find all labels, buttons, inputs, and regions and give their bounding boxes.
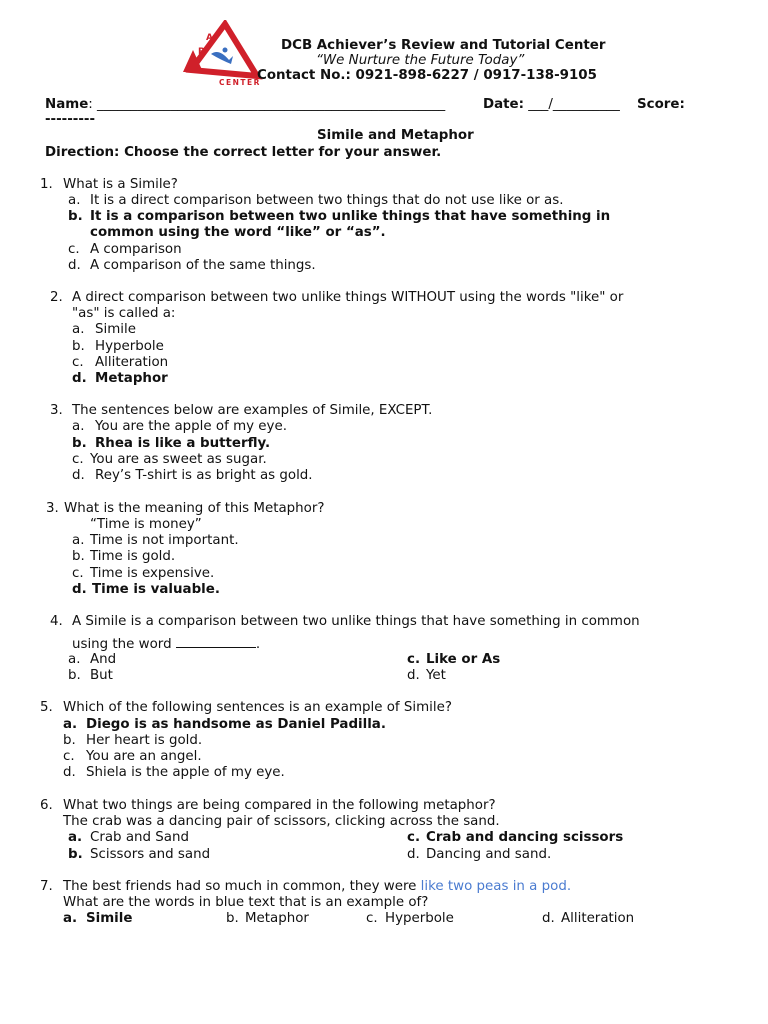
page-title: Simile and Metaphor (317, 128, 474, 143)
question-number: 1. (40, 177, 53, 192)
name-field[interactable] (45, 97, 445, 112)
option-letter[interactable]: a. (72, 533, 85, 548)
contact-info: Contact No.: 0921-898-6227 / 0917-138-9105 (257, 68, 597, 83)
option-letter[interactable]: d. (542, 911, 555, 926)
date-line: ___/__________ (524, 97, 620, 112)
option-text: A comparison of the same things. (90, 258, 316, 273)
question-text: A direct comparison between two unlike things WITHOUT using the words "like" or (72, 290, 624, 305)
date-label: Date: (483, 97, 524, 112)
option-letter[interactable]: d. (407, 668, 420, 683)
name-label: Name (45, 97, 89, 112)
date-field[interactable] (483, 97, 620, 112)
option-letter[interactable]: a. (63, 911, 78, 926)
question-text-period: . (255, 637, 261, 652)
option-letter[interactable]: a. (68, 193, 81, 208)
option-text: It is a comparison between two unlike things that have something in (90, 209, 611, 224)
option-text: Simile (95, 322, 136, 337)
option-text: You are as sweet as sugar. (90, 452, 267, 467)
option-letter[interactable]: b. (68, 668, 81, 683)
option-text: But (90, 668, 113, 683)
option-letter[interactable]: b. (72, 339, 85, 354)
option-letter[interactable]: d. (72, 371, 87, 386)
answer-blank (176, 635, 256, 648)
option-text: Time is not important. (90, 533, 239, 548)
option-text-cont: common using the word “like” or “as”. (90, 225, 386, 240)
option-letter[interactable]: b. (226, 911, 239, 926)
score-line: --------- (45, 112, 96, 127)
svg-text:R: R (198, 47, 205, 57)
question-text: What two things are being compared in the following metaphor? (63, 798, 496, 813)
option-text: Time is valuable. (92, 582, 220, 597)
center-logo (181, 20, 263, 88)
option-text: Dancing and sand. (426, 847, 552, 862)
metaphor-sentence: The crab was a dancing pair of scissors, clicking across the sand. (63, 814, 500, 829)
question-number: 2. (50, 290, 63, 305)
option-letter[interactable]: c. (63, 749, 75, 764)
option-text: Rey’s T-shirt is as bright as gold. (95, 468, 313, 483)
question-text-cont: What are the words in blue text that is an example of? (63, 895, 429, 910)
question-text-cont (72, 635, 260, 652)
option-text: Time is gold. (90, 549, 176, 564)
option-letter[interactable]: a. (72, 419, 85, 434)
question-text-main: The best friends had so much in common, they were (63, 879, 421, 894)
svg-text:A: A (206, 33, 213, 43)
question-text: What is a Simile? (63, 177, 178, 192)
highlighted-phrase: like two peas in a pod. (420, 879, 572, 894)
question-text-cont: "as" is called a: (72, 306, 176, 321)
option-letter[interactable]: d. (72, 582, 87, 597)
org-name: DCB Achiever’s Review and Tutorial Center (281, 38, 606, 53)
option-letter[interactable]: c. (72, 355, 84, 370)
option-letter[interactable]: b. (68, 847, 83, 862)
direction: Direction: Choose the correct letter for your answer. (45, 145, 442, 160)
option-letter[interactable]: a. (68, 652, 81, 667)
option-text: And (90, 652, 117, 667)
option-text: Diego is as handsome as Daniel Padilla. (86, 717, 386, 732)
option-text: Scissors and sand (90, 847, 211, 862)
option-text: Hyperbole (385, 911, 454, 926)
option-text: Shiela is the apple of my eye. (86, 765, 285, 780)
option-letter[interactable]: d. (407, 847, 420, 862)
question-text: Which of the following sentences is an example of Simile? (63, 700, 452, 715)
option-letter[interactable]: c. (366, 911, 378, 926)
question-text (63, 879, 571, 894)
question-text: A Simile is a comparison between two unlike things that have something in common (72, 614, 640, 629)
option-letter[interactable]: c. (72, 566, 84, 581)
question-text: The sentences below are examples of Simile, EXCEPT. (72, 403, 433, 418)
option-letter[interactable]: b. (63, 733, 76, 748)
question-number: 3. (46, 501, 59, 516)
svg-text:CENTER: CENTER (219, 78, 261, 87)
question-number: 4. (50, 614, 63, 629)
option-text: Like or As (426, 652, 501, 667)
quoted-metaphor: “Time is money” (90, 517, 202, 532)
option-text: Alliteration (95, 355, 169, 370)
option-letter[interactable]: d. (63, 765, 76, 780)
question-text-cont-label: using the word (72, 637, 172, 652)
option-text: Her heart is gold. (86, 733, 203, 748)
option-letter[interactable]: b. (72, 436, 87, 451)
option-letter[interactable]: c. (72, 452, 84, 467)
option-letter[interactable]: a. (63, 717, 78, 732)
option-letter[interactable]: a. (72, 322, 85, 337)
svg-text:T: T (194, 60, 201, 70)
option-text: Simile (86, 911, 133, 926)
option-text: Hyperbole (95, 339, 164, 354)
option-letter[interactable]: c. (407, 652, 421, 667)
tagline: “We Nurture the Future Today” (316, 53, 525, 68)
question-number: 6. (40, 798, 53, 813)
option-text: You are an angel. (86, 749, 202, 764)
option-text: Metaphor (245, 911, 309, 926)
question-number: 7. (40, 879, 53, 894)
option-text: Metaphor (95, 371, 168, 386)
option-text: Yet (426, 668, 446, 683)
name-line: : ____________________________________________________ (88, 97, 446, 112)
option-text: Crab and dancing scissors (426, 830, 624, 845)
option-letter[interactable]: c. (68, 242, 80, 257)
question-text: What is the meaning of this Metaphor? (64, 501, 325, 516)
option-letter[interactable]: c. (407, 830, 421, 845)
question-number: 3. (50, 403, 63, 418)
option-text: Time is expensive. (90, 566, 215, 581)
option-text: Crab and Sand (90, 830, 189, 845)
option-letter[interactable]: d. (72, 468, 85, 483)
option-letter[interactable]: a. (68, 830, 83, 845)
option-text: It is a direct comparison between two things that do not use like or as. (90, 193, 564, 208)
option-text: Rhea is like a butterfly. (95, 436, 271, 451)
option-text: A comparison (90, 242, 182, 257)
option-letter[interactable]: b. (72, 549, 85, 564)
option-letter[interactable]: b. (68, 209, 83, 224)
option-letter[interactable]: d. (68, 258, 81, 273)
option-text: Alliteration (561, 911, 635, 926)
option-text: You are the apple of my eye. (95, 419, 287, 434)
question-number: 5. (40, 700, 53, 715)
score-label: Score: (637, 97, 685, 112)
